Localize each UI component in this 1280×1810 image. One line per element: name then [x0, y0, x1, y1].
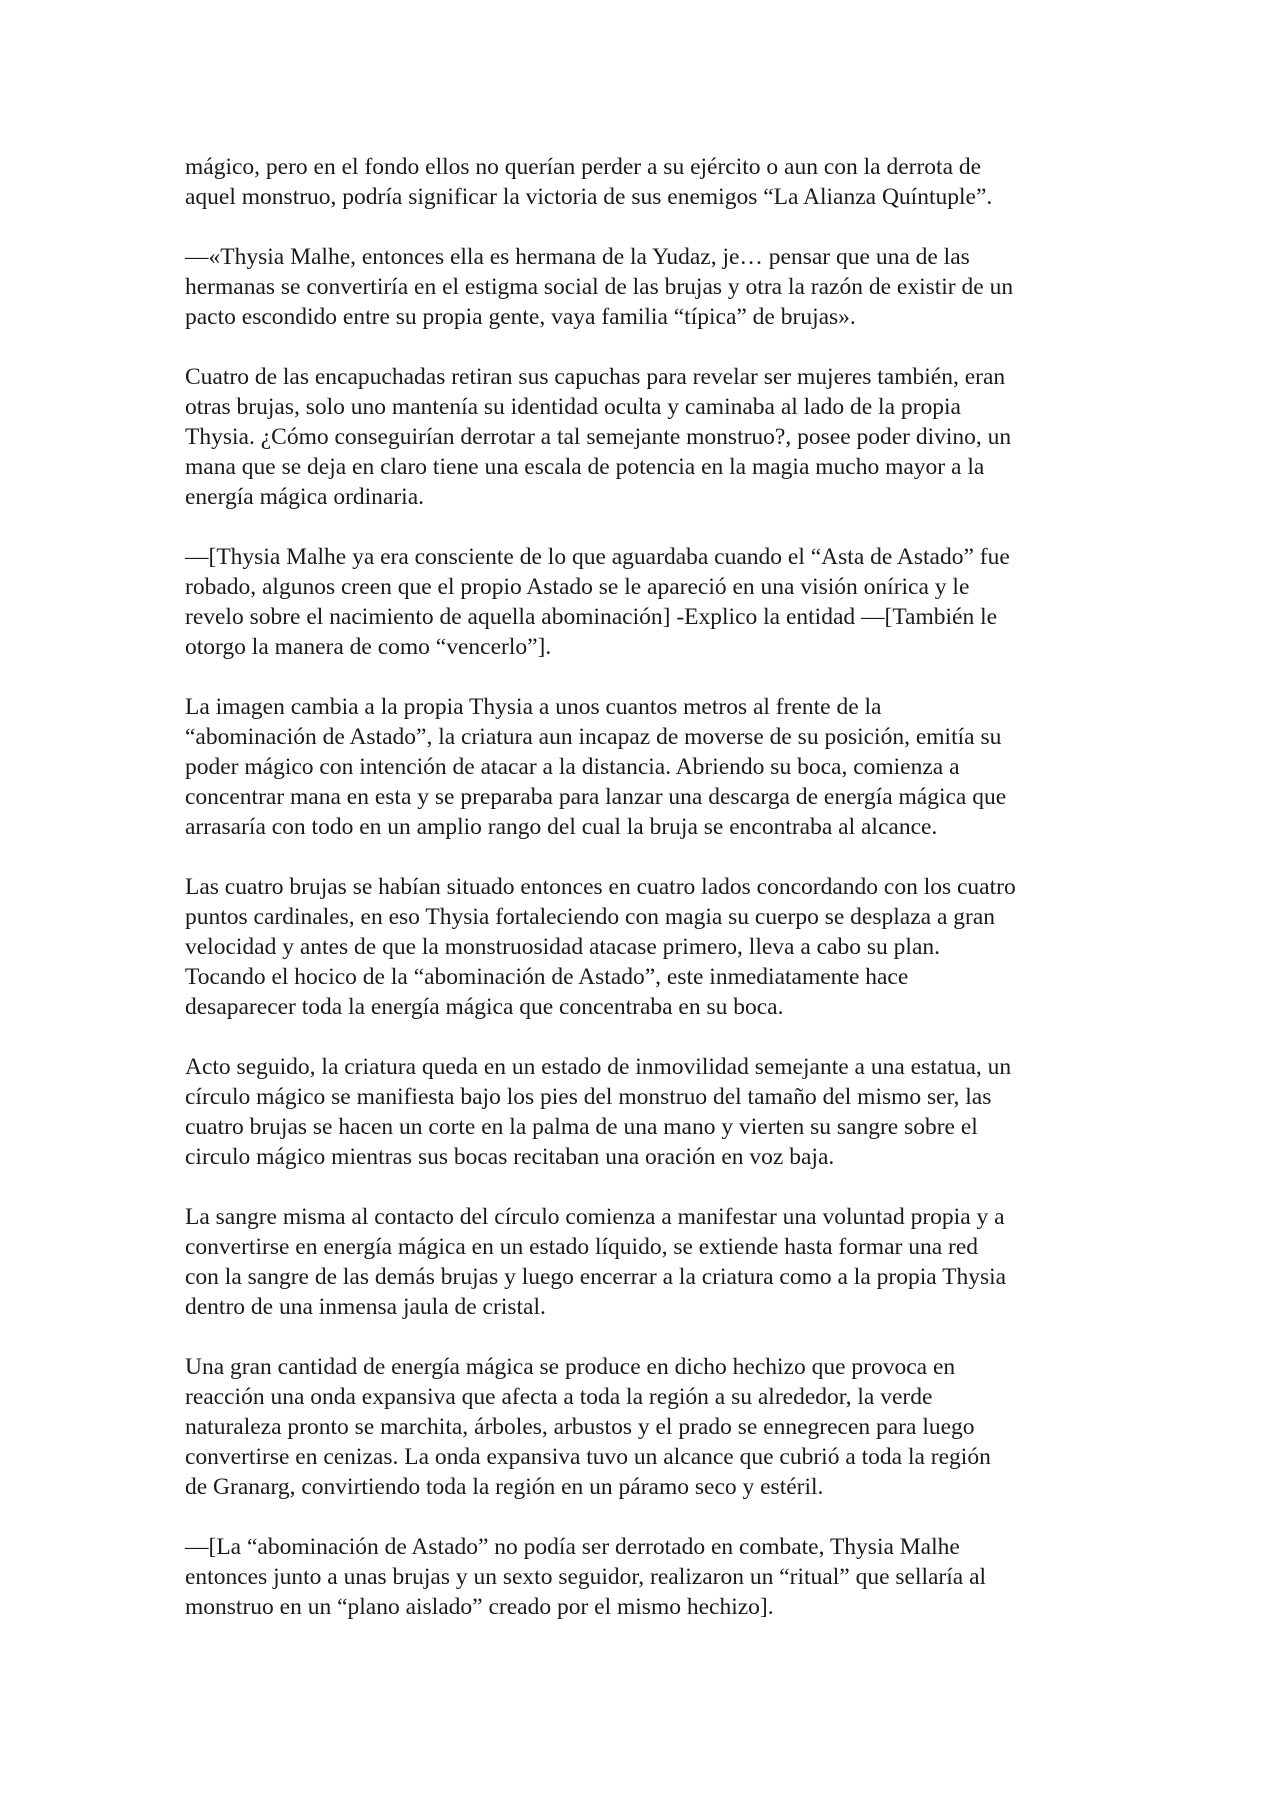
text-line: revelo sobre el nacimiento de aquella abominación] -Explico la entidad —[También le	[185, 604, 998, 630]
text-line: Acto seguido, la criatura queda en un estado de inmovilidad semejante a una estatua, un	[185, 1054, 1012, 1080]
text-line: arrasaría con todo en un amplio rango del cual la bruja se encontraba al alcance.	[185, 814, 938, 840]
text-line: poder mágico con intención de atacar a la distancia. Abriendo su boca, comienza a	[185, 754, 960, 780]
text-line: círculo mágico se manifiesta bajo los pies del monstruo del tamaño del mismo ser, las	[185, 1084, 992, 1110]
text-line: de Granarg, convirtiendo toda la región en un páramo seco y estéril.	[185, 1474, 824, 1500]
text-line: cuatro brujas se hacen un corte en la palma de una mano y vierten su sangre sobre el	[185, 1114, 978, 1140]
text-line: convertirse en energía mágica en un estado líquido, se extiende hasta formar una red	[185, 1234, 979, 1260]
paragraph	[185, 872, 1120, 1022]
text-line: puntos cardinales, en eso Thysia fortaleciendo con magia su cuerpo se desplaza a gran	[185, 904, 996, 930]
text-line: —[Thysia Malhe ya era consciente de lo que aguardaba cuando el “Asta de Astado” fue	[185, 544, 1010, 570]
text-line: concentrar mana en esta y se preparaba para lanzar una descarga de energía mágica que	[185, 784, 1007, 810]
text-line: Cuatro de las encapuchadas retiran sus capuchas para revelar ser mujeres también, eran	[185, 364, 1006, 390]
text-line: Thysia. ¿Cómo conseguirían derrotar a tal semejante monstruo?, posee poder divino, un	[185, 424, 1012, 450]
text-line: La sangre misma al contacto del círculo comienza a manifestar una voluntad propia y a	[185, 1204, 1005, 1230]
text-line: La imagen cambia a la propia Thysia a unos cuantos metros al frente de la	[185, 694, 882, 720]
text-line: dentro de una inmensa jaula de cristal.	[185, 1294, 546, 1320]
text-line: robado, algunos creen que el propio Astado se le apareció en una visión onírica y le	[185, 574, 970, 600]
text-line: energía mágica ordinaria.	[185, 484, 425, 510]
paragraph	[185, 1532, 1120, 1622]
paragraph	[185, 1352, 1120, 1502]
paragraph	[185, 242, 1120, 332]
paragraph	[185, 1052, 1120, 1172]
body-text	[185, 152, 1120, 1652]
text-line: velocidad y antes de que la monstruosidad atacase primero, lleva a cabo su plan.	[185, 934, 940, 960]
text-line: naturaleza pronto se marchita, árboles, arbustos y el prado se ennegrecen para luego	[185, 1414, 975, 1440]
text-line: convertirse en cenizas. La onda expansiva tuvo un alcance que cubrió a toda la región	[185, 1444, 991, 1470]
text-line: aquel monstruo, podría significar la victoria de sus enemigos “La Alianza Quíntuple”.	[185, 184, 993, 210]
text-line: “abominación de Astado”, la criatura aun incapaz de moverse de su posición, emitía su	[185, 724, 1002, 750]
paragraph	[185, 152, 1120, 212]
paragraph	[185, 542, 1120, 662]
text-line: hermanas se convertiría en el estigma social de las brujas y otra la razón de existir de un	[185, 274, 1014, 300]
paragraph	[185, 692, 1120, 842]
text-line: entonces junto a unas brujas y un sexto seguidor, realizaron un “ritual” que sellaría al	[185, 1564, 987, 1590]
text-line: —«Thysia Malhe, entonces ella es hermana de la Yudaz, je… pensar que una de las	[185, 244, 970, 270]
text-line: otras brujas, solo uno mantenía su identidad oculta y caminaba al lado de la propia	[185, 394, 961, 420]
text-line: —[La “abominación de Astado” no podía ser derrotado en combate, Thysia Malhe	[185, 1534, 960, 1560]
text-line: Las cuatro brujas se habían situado entonces en cuatro lados concordando con los cuatro	[185, 874, 1016, 900]
text-line: mana que se deja en claro tiene una escala de potencia en la magia mucho mayor a la	[185, 454, 985, 480]
text-line: reacción una onda expansiva que afecta a toda la región a su alrededor, la verde	[185, 1384, 933, 1410]
text-line: desaparecer toda la energía mágica que concentraba en su boca.	[185, 994, 784, 1020]
text-line: Una gran cantidad de energía mágica se produce en dicho hechizo que provoca en	[185, 1354, 956, 1380]
text-line: pacto escondido entre su propia gente, vaya familia “típica” de brujas».	[185, 304, 856, 330]
text-line: mágico, pero en el fondo ellos no querían perder a su ejército o aun con la derrota de	[185, 154, 982, 180]
text-line: circulo mágico mientras sus bocas recitaban una oración en voz baja.	[185, 1144, 835, 1170]
text-line: monstruo en un “plano aislado” creado por el mismo hechizo].	[185, 1594, 774, 1620]
text-line: con la sangre de las demás brujas y luego encerrar a la criatura como a la propia Thysia	[185, 1264, 1007, 1290]
paragraph	[185, 1202, 1120, 1322]
paragraph	[185, 362, 1120, 512]
text-line: Tocando el hocico de la “abominación de Astado”, este inmediatamente hace	[185, 964, 909, 990]
text-line: otorgo la manera de como “vencerlo”].	[185, 634, 552, 660]
